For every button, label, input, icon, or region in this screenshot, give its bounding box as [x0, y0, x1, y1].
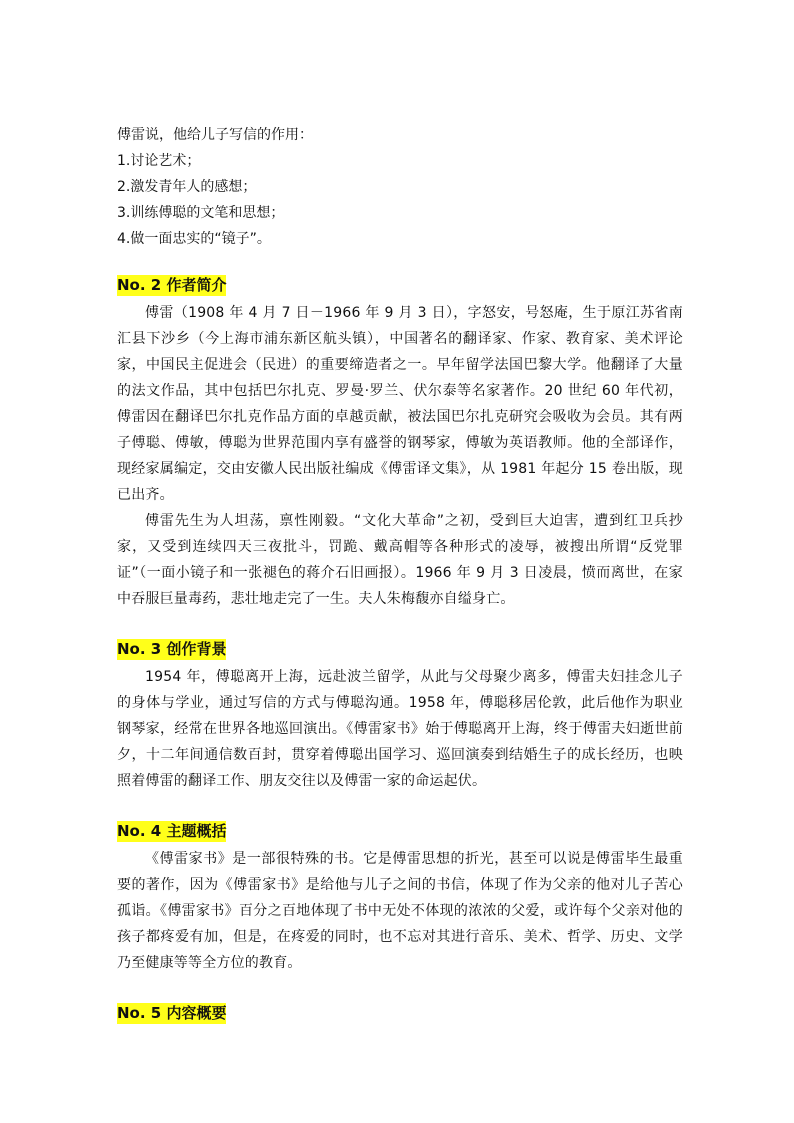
section-heading-text: No. 4 主题概括	[117, 822, 227, 840]
section-heading	[117, 818, 683, 844]
intro-block	[117, 122, 683, 252]
section-heading-text: No. 5 内容概要	[117, 1004, 227, 1022]
section-heading-text: No. 3 创作背景	[117, 640, 227, 658]
section-heading	[117, 272, 683, 298]
section-heading	[117, 1000, 683, 1026]
section-theme	[117, 818, 683, 976]
section-author	[117, 272, 683, 612]
intro-item: 2.激发青年人的感想；	[117, 179, 257, 195]
intro-item: 4.做一面忠实的“镜子”。	[117, 231, 271, 247]
section-paragraph: 傅雷（1908 年 4 月 7 日－1966 年 9 月 3 日），字怒安，号怒庵，生于原江苏省南汇县下沙乡（今上海市浦东新区航头镇），中国著名的翻译家、作家、教育家、美术评论家，中国民主促进会（民进）的重要缔造者之一。早年留学法国巴黎大学。他翻译了大量的法文作品，其中包括巴尔扎克、罗曼·罗兰、伏尔泰等名家著作。20 世纪 60 年代初，傅雷因在翻译巴尔扎克作品方面的卓越贡献，被法国巴尔扎克研究会吸收为会员。其有两子傅聪、傅敏，傅聪为世界范围内享有盛誉的钢琴家，傅敏为英语教师。他的全部译作，现经家属编定，交由安徽人民出版社编成《傅雷译文集》，从 1981 年起分 15 卷出版，现已出齐。	[117, 305, 683, 503]
section-paragraph: 《傅雷家书》是一部很特殊的书。它是傅雷思想的折光，甚至可以说是傅雷毕生最重要的著作，因为《傅雷家书》是给他与儿子之间的书信，体现了作为父亲的他对儿子苦心孤诣。《傅雷家书》百分之百地体现了书中无处不体现的浓浓的父爱，或许每个父亲对他的孩子都疼爱有加，但是，在疼爱的同时，也不忘对其进行音乐、美术、哲学、历史、文学乃至健康等等全方位的教育。	[117, 851, 683, 971]
section-background	[117, 636, 683, 794]
section-paragraph: 1954 年，傅聪离开上海，远赴波兰留学，从此与父母聚少离多，傅雷夫妇挂念儿子的身体与学业，通过写信的方式与傅聪沟通。1958 年，傅聪移居伦敦，此后他作为职业钢琴家，经常在世界各地巡回演出。《傅雷家书》始于傅聪离开上海，终于傅雷夫妇逝世前夕，十二年间通信数百封，贯穿着傅聪出国学习、巡回演奏到结婚生子的成长经历，也映照着傅雷的翻译工作、朋友交往以及傅雷一家的命运起伏。	[117, 669, 683, 789]
section-summary	[117, 1000, 683, 1026]
intro-item: 1.讨论艺术；	[117, 153, 201, 169]
intro-lead: 傅雷说，他给儿子写信的作用：	[117, 127, 313, 143]
section-heading	[117, 636, 683, 662]
section-heading-text: No. 2 作者简介	[117, 276, 227, 294]
intro-item: 3.训练傅聪的文笔和思想；	[117, 205, 285, 221]
section-paragraph: 傅雷先生为人坦荡，禀性刚毅。“文化大革命”之初，受到巨大迫害，遭到红卫兵抄家，又受到连续四天三夜批斗，罚跪、戴高帽等各种形式的凌辱，被搜出所谓“反党罪证”（一面小镜子和一张褪色的蒋介石旧画报）。1966 年 9 月 3 日凌晨，愤而离世，在家中吞服巨量毒药，悲壮地走完了一生。夫人朱梅馥亦自缢身亡。	[117, 513, 683, 607]
document-page	[117, 122, 683, 1028]
